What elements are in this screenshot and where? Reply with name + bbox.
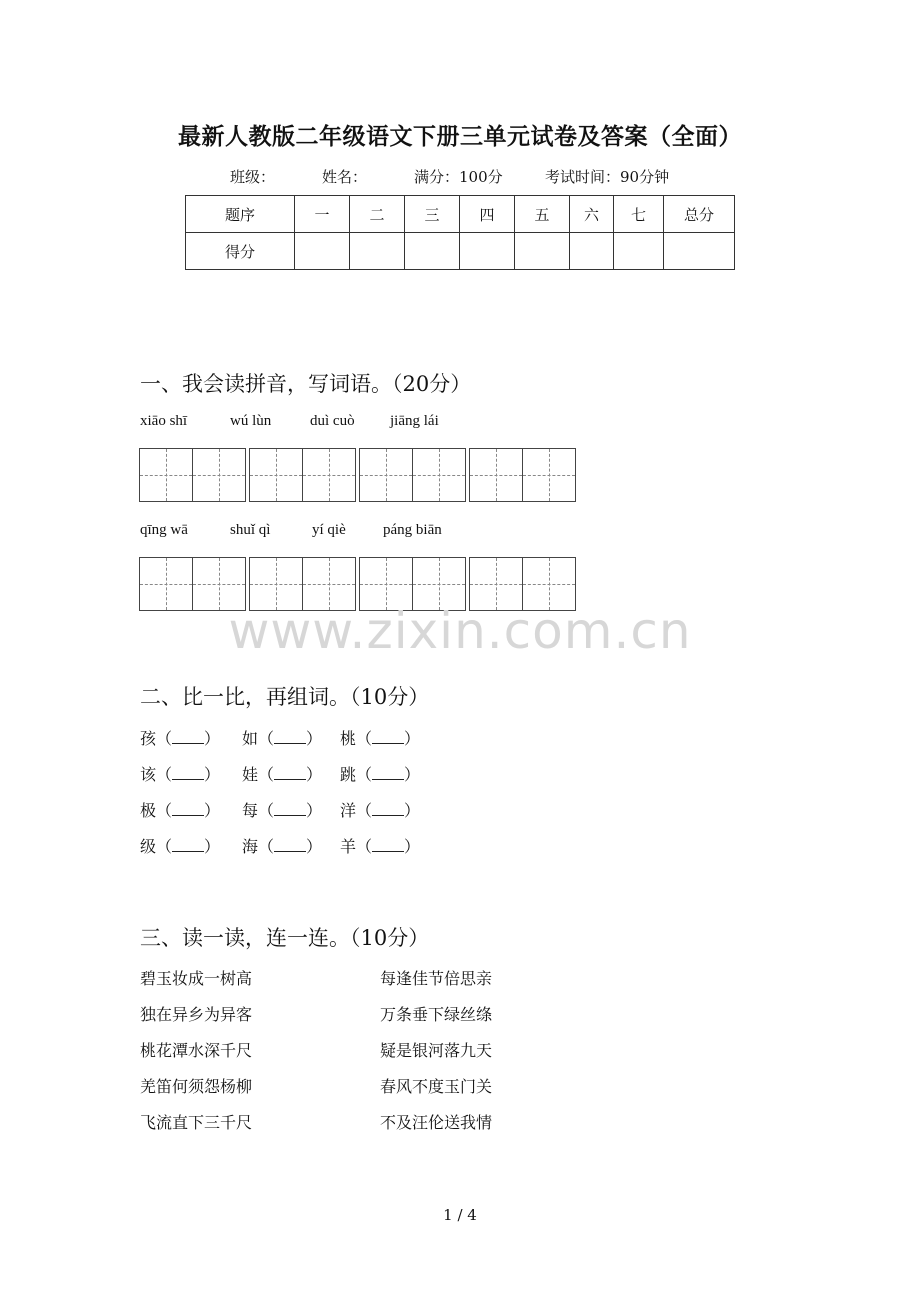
- header-cell-5: 五: [515, 196, 570, 233]
- writing-grid[interactable]: [249, 448, 356, 502]
- pinyin-word: shuǐ qì: [230, 522, 271, 538]
- grid-cell[interactable]: [192, 449, 245, 501]
- score-cell: [664, 233, 735, 270]
- char: 孩: [140, 729, 157, 748]
- poem-line-left[interactable]: 独在异乡为异客: [140, 1005, 253, 1024]
- pinyin-word: páng biān: [383, 522, 442, 538]
- pinyin-word: qīng wā: [140, 522, 188, 538]
- char: 娃: [242, 765, 259, 784]
- score-cell: [515, 233, 570, 270]
- answer-blank[interactable]: [372, 765, 404, 780]
- header-cell-1: 一: [295, 196, 350, 233]
- score-cell: [570, 233, 614, 270]
- header-cell-6: 六: [570, 196, 614, 233]
- score-cell: [350, 233, 405, 270]
- poem-line-right[interactable]: 春风不度玉门关: [380, 1077, 493, 1096]
- pinyin-word: xiāo shī: [140, 413, 188, 429]
- answer-blank[interactable]: [372, 729, 404, 744]
- header-cell-7: 七: [614, 196, 664, 233]
- writing-grid[interactable]: [139, 448, 246, 502]
- poem-line-left[interactable]: 羌笛何须怨杨柳: [140, 1077, 253, 1096]
- grid-cell[interactable]: [522, 449, 575, 501]
- poem-line-right[interactable]: 不及汪伦送我情: [380, 1113, 493, 1132]
- score-table: [185, 195, 735, 270]
- char: 羊: [340, 837, 357, 856]
- grid-cell[interactable]: [470, 449, 522, 501]
- compare-item: 跳（ ）: [340, 765, 421, 784]
- score-table-header-row: [186, 196, 735, 233]
- answer-blank[interactable]: [274, 729, 306, 744]
- score-cell: [614, 233, 664, 270]
- writing-grid[interactable]: [359, 448, 466, 502]
- answer-blank[interactable]: [172, 765, 204, 780]
- section2-title: 二、比一比，再组词。（10分）: [140, 685, 430, 709]
- page-title: 最新人教版二年级语文下册三单元试卷及答案（全面）: [178, 123, 742, 150]
- score-table-score-row: [186, 233, 735, 270]
- compare-item: 羊（ ）: [340, 837, 421, 856]
- answer-blank[interactable]: [274, 837, 306, 852]
- compare-item: 海（ ）: [242, 837, 323, 856]
- pinyin-word: duì cuò: [310, 413, 355, 429]
- grid-cell[interactable]: [412, 449, 465, 501]
- grid-cell[interactable]: [302, 449, 355, 501]
- poem-line-left[interactable]: 碧玉妆成一树高: [140, 969, 253, 988]
- header-cell-3: 三: [405, 196, 460, 233]
- grid-cell[interactable]: [250, 449, 302, 501]
- compare-item: 洋（ ）: [340, 801, 421, 820]
- exam-time: 考试时间：90分钟: [545, 168, 670, 186]
- header-cell-2: 二: [350, 196, 405, 233]
- compare-item: 桃（ ）: [340, 729, 421, 748]
- answer-blank[interactable]: [172, 729, 204, 744]
- answer-blank[interactable]: [274, 801, 306, 816]
- char: 海: [242, 837, 259, 856]
- char: 桃: [340, 729, 357, 748]
- compare-item: 极（ ）: [140, 801, 221, 820]
- char: 如: [242, 729, 259, 748]
- score-cell: [460, 233, 515, 270]
- poem-line-left[interactable]: 飞流直下三千尺: [140, 1113, 253, 1132]
- writing-grid[interactable]: [469, 448, 576, 502]
- pinyin-word: wú lùn: [230, 413, 272, 429]
- poem-line-left[interactable]: 桃花潭水深千尺: [140, 1041, 253, 1060]
- score-cell: [405, 233, 460, 270]
- header-cell-4: 四: [460, 196, 515, 233]
- grid-cell[interactable]: [140, 449, 192, 501]
- compare-item: 娃（ ）: [242, 765, 323, 784]
- header-cell-order: 题序: [186, 196, 295, 233]
- name-label: 姓名：: [322, 168, 368, 186]
- score-row-label: 得分: [186, 233, 295, 270]
- score-cell: [295, 233, 350, 270]
- char: 跳: [340, 765, 357, 784]
- char: 该: [140, 765, 157, 784]
- answer-blank[interactable]: [172, 837, 204, 852]
- grid-cell[interactable]: [360, 449, 412, 501]
- watermark: www.zixin.com.cn: [228, 602, 692, 660]
- poem-line-right[interactable]: 疑是银河落九天: [380, 1041, 493, 1060]
- char: 洋: [340, 801, 357, 820]
- section1-title: 一、我会读拼音，写词语。（20分）: [140, 372, 472, 396]
- compare-item: 如（ ）: [242, 729, 323, 748]
- compare-item: 级（ ）: [140, 837, 221, 856]
- poem-line-right[interactable]: 万条垂下绿丝绦: [380, 1005, 493, 1024]
- page-number: 1 / 4: [443, 1206, 477, 1224]
- class-label: 班级：: [230, 168, 276, 186]
- char: 每: [242, 801, 259, 820]
- compare-item: 孩（ ）: [140, 729, 221, 748]
- pinyin-word: jiāng lái: [390, 413, 439, 429]
- char: 极: [140, 801, 157, 820]
- header-cell-total: 总分: [664, 196, 735, 233]
- full-score: 满分：100分: [414, 168, 503, 186]
- char: 级: [140, 837, 157, 856]
- compare-item: 每（ ）: [242, 801, 323, 820]
- answer-blank[interactable]: [274, 765, 306, 780]
- answer-blank[interactable]: [172, 801, 204, 816]
- poem-line-right[interactable]: 每逢佳节倍思亲: [380, 969, 493, 988]
- answer-blank[interactable]: [372, 837, 404, 852]
- pinyin-word: yí qiè: [312, 522, 346, 538]
- answer-blank[interactable]: [372, 801, 404, 816]
- section3-title: 三、读一读，连一连。（10分）: [140, 926, 430, 950]
- compare-item: 该（ ）: [140, 765, 221, 784]
